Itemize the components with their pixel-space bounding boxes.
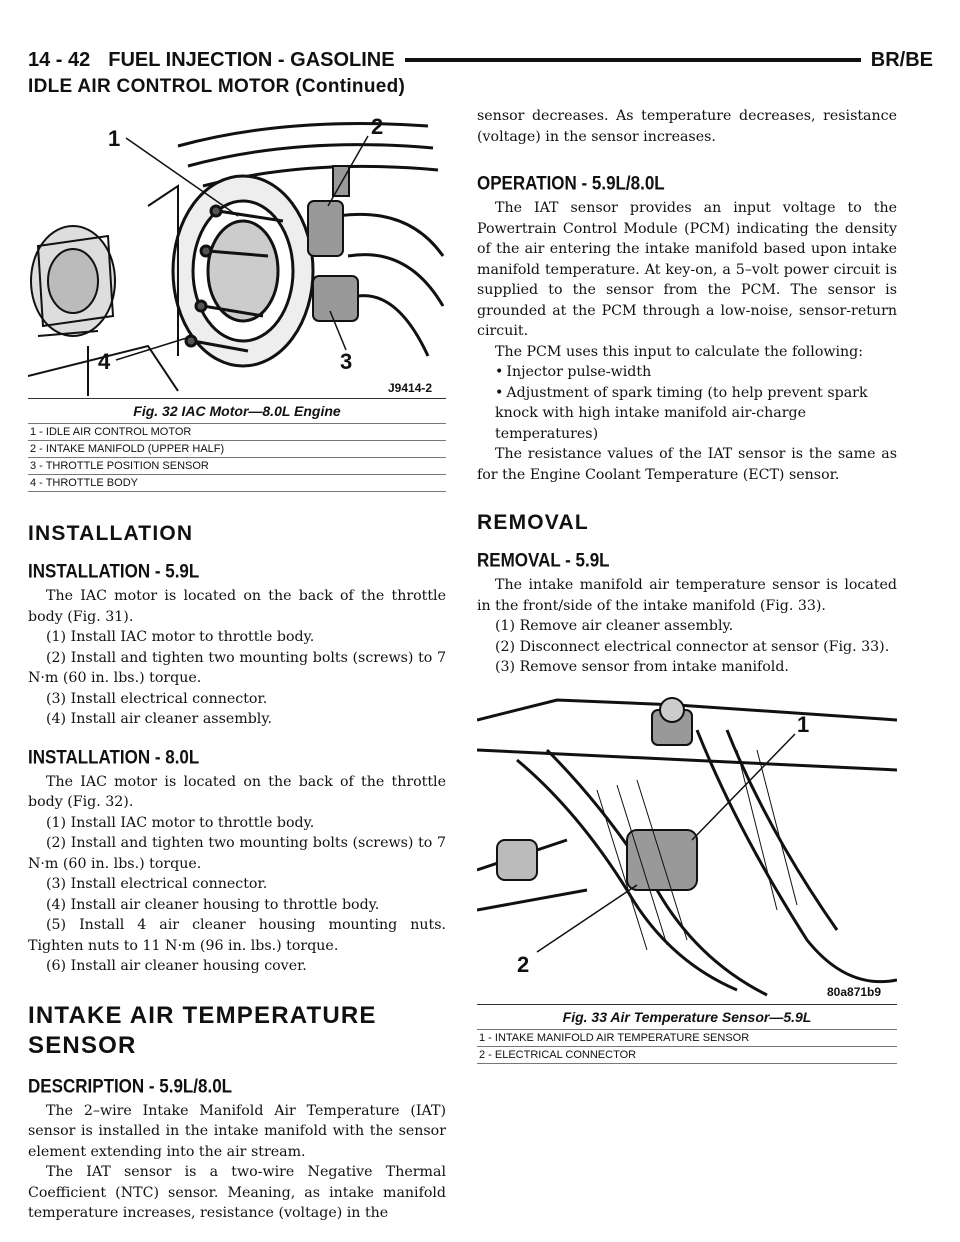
iat-operation-bullet: • Injector pulse-width: [477, 362, 897, 383]
installation-59-step: (3) Install electrical connector.: [46, 690, 268, 707]
iat-description-heading: DESCRIPTION - 5.9L/8.0L: [28, 1074, 233, 1097]
header-rule: [405, 58, 861, 62]
fig32-title: Fig. 32 IAC Motor—8.0L Engine: [28, 398, 446, 423]
fig33-legend-item: 2 - ELECTRICAL CONNECTOR: [477, 1047, 897, 1064]
fig32-legend-item: 1 - IDLE AIR CONTROL MOTOR: [28, 423, 446, 441]
fig32-callout-3: 3: [340, 349, 353, 374]
page-header: [28, 44, 933, 76]
installation-59-heading: INSTALLATION - 5.9L: [28, 560, 200, 582]
installation-80-step: (3) Install electrical connector.: [46, 876, 268, 892]
removal-step: (2) Disconnect electrical connector at sensor (Fig. 33).: [495, 638, 890, 655]
iat-description-p2: The IAT sensor is a two-wire Negative Thermal Coefficient (NTC) sensor. Meaning, as intake manifold temperature increases, resistance (voltage) in the: [28, 1164, 446, 1221]
fig33-image-id: 80a871b9: [827, 985, 882, 999]
figure-33: [477, 690, 897, 1100]
installation-59-step: (2) Install and tighten two mounting bolts (screws) to 7 N·m (60 in. lbs.) torque.: [28, 649, 446, 686]
installation-80-heading: INSTALLATION - 8.0L: [28, 745, 200, 768]
fig33-callout-2: 2: [517, 952, 530, 977]
fig32-legend-item: 2 - INTAKE MANIFOLD (UPPER HALF): [28, 441, 446, 458]
fig32-legend-item: 4 - THROTTLE BODY: [28, 475, 446, 492]
iat-operation-heading: OPERATION - 5.9L/8.0L: [477, 172, 665, 194]
fig33-callout-1: 1: [797, 712, 810, 737]
fig33-legend-item: 1 - INTAKE MANIFOLD AIR TEMPERATURE SENSOR: [477, 1029, 897, 1047]
right-column: [477, 106, 897, 678]
installation-section: [28, 522, 446, 1224]
removal-step: (1) Remove air cleaner assembly.: [495, 618, 734, 634]
installation-59-step: (1) Install IAC motor to throttle body.: [46, 629, 315, 645]
installation-heading: INSTALLATION: [28, 522, 194, 545]
fig32-callout-1: 1: [108, 126, 121, 151]
iat-operation-p2: The PCM uses this input to calculate the following:: [495, 343, 864, 360]
iat-operation-p1: The IAT sensor provides an input voltage to the Powertrain Control Module (PCM) indicating the density of the air entering the intake manifold based upon intake manifold temperature. At key-on, a 5–volt power circuit is supplied to the sensor from the PCM. The sensor is grounded at the PCM through a low-noise, sensor-return circuit.: [477, 200, 897, 339]
installation-80-step: (5) Install 4 air cleaner housing mounting nuts. Tighten nuts to 11 N·m (96 in. lbs.) torque.: [28, 917, 446, 954]
removal-59-heading: REMOVAL - 5.9L: [477, 549, 610, 571]
iat-description-p2-end: sensor decreases. As temperature decreases, resistance (voltage) in the sensor increases.: [477, 108, 897, 145]
fig32-image-id: J9414-2: [388, 381, 433, 395]
iat-operation-bullet: • Adjustment of spark timing (to help prevent spark knock with high intake manifold air-charge temperatures): [477, 383, 897, 445]
installation-80-step: (6) Install air cleaner housing cover.: [46, 958, 307, 974]
installation-80-step: (4) Install air cleaner housing to throttle body.: [46, 896, 380, 913]
page-number: 14 - 42: [28, 48, 91, 71]
removal-step: (3) Remove sensor from intake manifold.: [495, 659, 789, 675]
removal-intro: The intake manifold air temperature sensor is located in the front/side of the intake manifold (Fig. 33).: [477, 577, 897, 614]
fig32-callout-2: 2: [371, 114, 384, 139]
fig33-illustration: [477, 690, 897, 1002]
installation-59-intro: The IAC motor is located on the back of the throttle body (Fig. 31).: [28, 588, 446, 625]
removal-heading: REMOVAL: [477, 511, 589, 534]
installation-80-step: (1) Install IAC motor to throttle body.: [46, 814, 315, 831]
installation-80-intro: The IAC motor is located on the back of the throttle body (Fig. 32).: [28, 773, 446, 810]
fig33-title: Fig. 33 Air Temperature Sensor—5.9L: [477, 1004, 897, 1029]
figure-32: [28, 106, 446, 496]
model-code: BR/BE: [870, 48, 933, 71]
fig32-legend-item: 3 - THROTTLE POSITION SENSOR: [28, 458, 446, 475]
installation-80-step: (2) Install and tighten two mounting bolts (screws) to 7 N·m (60 in. lbs.) torque.: [28, 835, 446, 872]
iat-heading: INTAKE AIR TEMPERATURE SENSOR: [28, 1001, 377, 1059]
iat-description-p1: The 2–wire Intake Manifold Air Temperature (IAT) sensor is installed in the intake manifold with the sensor element extending into the air stream.: [28, 1102, 446, 1160]
installation-59-step: (4) Install air cleaner assembly.: [46, 711, 272, 727]
continued-heading: IDLE AIR CONTROL MOTOR (Continued): [28, 76, 406, 97]
fig32-illustration: [28, 106, 446, 398]
iat-description-continuation: [477, 106, 897, 166]
iat-operation-p3: The resistance values of the IAT sensor is the same as for the Engine Coolant Temperature (ECT) sensor.: [477, 446, 897, 483]
section-title: FUEL INJECTION - GASOLINE: [108, 48, 395, 71]
fig32-callout-4: 4: [98, 349, 111, 374]
